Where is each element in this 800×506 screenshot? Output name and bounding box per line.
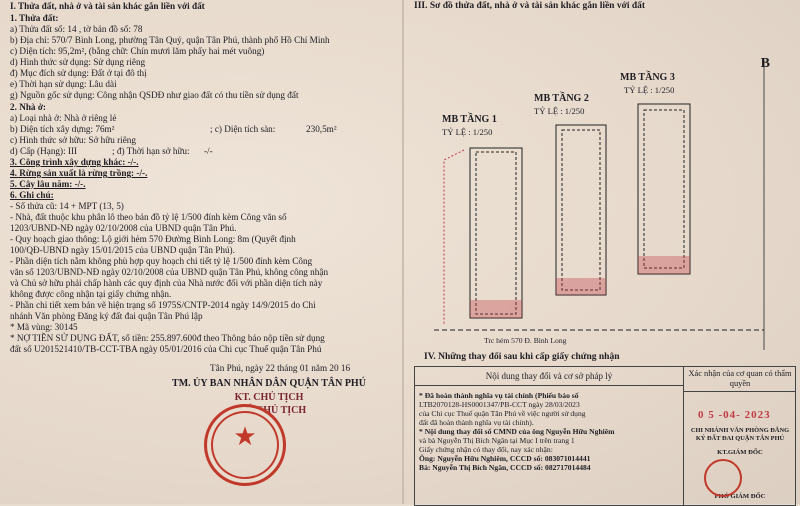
note-line: đất số U201521410/TB-CCT-TBA ngày 05/01/2016 của Chi cục Thuế quận Tân Phú [10, 344, 322, 354]
land-origin: g) Nguồn gốc sử dụng: Công nhận QSDĐ như giao đất có thu tiền sử dụng đất [10, 90, 299, 100]
section3-other-works: 3. Công trình xây dựng khác: -/-. [10, 157, 139, 167]
section6-notes-title: 6. Ghi chú: [10, 190, 54, 200]
land-parcel: a) Thửa đất số: 14 , tờ bản đồ số: 78 [10, 24, 143, 34]
section4-forest: 4. Rừng sản xuất là rừng trồng: -/-. [10, 168, 148, 178]
note-line: nhánh Văn phòng Đăng ký đất đai quận Tân Phú lập [10, 311, 203, 321]
change-line: * Đã hoàn thành nghĩa vụ tài chính (Phiếu báo số [419, 391, 579, 400]
note-line: * Mã vùng: 30145 [10, 322, 78, 332]
land-term: e) Thời hạn sử dụng: Lâu dài [10, 79, 117, 89]
section1-title: I. Thửa đất, nhà ở và tài sản khác gắn liền với đất [10, 1, 205, 11]
house-type: a) Loại nhà ở: Nhà ở riêng lẻ [10, 113, 117, 123]
sign-org: TM. ỦY BAN NHÂN DÂN QUẬN TÂN PHÚ [172, 378, 366, 389]
changes-table [414, 366, 796, 506]
note-line: văn số 1203/UBND-NĐ ngày 02/10/2008 của UBND quận Tân Phú, không công nhận [10, 267, 329, 277]
note-line: - Phần diện tích nằm không phù hợp quy hoạch chi tiết tỷ lệ 1/500 đính kèm Công [10, 256, 313, 266]
change-line: Giấy chứng nhận có thay đổi, nay xác nhận: [419, 445, 553, 454]
note-line: - Số thửa cũ: 14 + MPT (13, 5) [10, 201, 124, 211]
floor3-inner [644, 110, 684, 268]
note-line: 100/QĐ-UBND ngày 15/01/2015 của UBND quận Tân Phú). [10, 245, 235, 255]
section3-diagram-title: III. Sơ đồ thửa đất, nhà ở và tài sản khác gắn liền với đất [414, 1, 646, 11]
note-line: không được công nhận tại giấy chứng nhận. [10, 289, 172, 299]
sign-kt: KT. CHỦ TỊCH [234, 392, 304, 403]
floor1-plan [470, 148, 522, 318]
house-ownership: c) Hình thức sở hữu: Sở hữu riêng [10, 135, 136, 145]
change-line: * Nội dung thay đổi số CMND của ông Nguyễn Hữu Nghiêm [419, 427, 615, 436]
floor1-scale: TỶ LỆ : 1/250 [442, 127, 493, 137]
floor3-plan [638, 104, 690, 274]
table-header-content: Nội dung thay đổi và cơ sở pháp lý [415, 367, 683, 386]
confirm-org: CHI NHÁNH VĂN PHÒNG ĐĂNG KÝ ĐẤT ĐAI QUẬN TÂN PHÚ [690, 427, 790, 442]
point-b-mark: B [760, 56, 770, 71]
note-line: - Phần chi tiết xem bản vẽ hiện trạng số 1975S/CNTP-2014 ngày 14/9/2015 do Chi [10, 300, 316, 310]
floor2-plan [556, 125, 606, 295]
land-address: b) Địa chỉ: 570/7 Bình Long, phường Tân Quý, quận Tân Phú, thành phố Hồ Chí Minh [10, 35, 330, 45]
land-purpose: đ) Mục đích sử dụng: Đất ở tại đô thị [10, 68, 147, 78]
house-floor-area-value: 230,5m² [306, 124, 337, 134]
house-grade: d) Cấp (Hạng): III [10, 146, 78, 156]
table-header-confirm: Xác nhận của cơ quan có thẩm quyền [684, 367, 796, 392]
note-line: * NỢ TIỀN SỬ DỤNG ĐẤT, số tiền: 255.897.600đ theo Thông báo nộp tiền sử dụng [10, 333, 325, 343]
land-area: c) Diện tích: 95,2m², (bằng chữ: Chín mươi lăm phẩy hai mét vuông) [10, 46, 265, 56]
house-heading: 2. Nhà ở: [10, 102, 46, 112]
section4-changes-title: IV. Những thay đổi sau khi cấp giấy chứng nhận [424, 352, 620, 362]
floor2-inner [562, 130, 600, 290]
house-built-area: b) Diện tích xây dựng: 76m² [10, 124, 115, 134]
confirm-role: KT.GIÁM ĐỐC [717, 449, 763, 456]
floor3-label: MB TẦNG 3 [620, 72, 675, 83]
note-line: - Nhà, đất thuộc khu phân lô theo bản đồ tỷ lệ 1/500 đính kèm Công văn số [10, 212, 287, 222]
confirm-date: 0 5 -04- 2023 [698, 409, 771, 421]
floor2-hatch [556, 278, 606, 295]
change-line: Bà: Nguyễn Thị Bích Ngân, CCCD số: 082717014484 [419, 463, 591, 472]
change-line: và bà Nguyễn Thị Bích Ngân tại Mục I trên trang 1 [419, 436, 575, 445]
note-line: và Chủ sở hữu phải chấp hành các quy định của Nhà nước đối với phần diện tích này [10, 278, 323, 288]
floor1-inner [476, 152, 516, 314]
change-line: đất đã hoàn thành nghĩa vụ tài chính). [419, 418, 534, 427]
floor1-label: MB TẦNG 1 [442, 114, 497, 125]
right-page [404, 0, 800, 504]
land-heading: 1. Thửa đất: [10, 13, 59, 23]
floor1-hatch [470, 300, 522, 318]
confirm-column [683, 367, 796, 505]
note-line: - Quy hoạch giao thông: Lộ giới hẻm 570 Đường Bình Long: 8m (Quyết định [10, 234, 296, 244]
change-content [419, 391, 681, 472]
road-label: Trc hẻm 570 Đ. Bình Long [484, 336, 567, 345]
section5-trees: 5. Cây lâu năm: -/-. [10, 179, 86, 189]
house-term-value: -/- [204, 146, 213, 156]
left-page [4, 0, 398, 504]
change-line: Ông: Nguyễn Hữu Nghiêm, CCCD số: 083071014441 [419, 454, 591, 463]
land-use-form: d) Hình thức sử dụng: Sử dụng riêng [10, 57, 146, 67]
official-seal: ★ [204, 404, 286, 486]
floor-plan-diagram [404, 0, 800, 366]
house-floor-area-label: ; c) Diện tích sàn: [210, 124, 276, 134]
sign-date: Tân Phú, ngày 22 tháng 01 năm 20 16 [210, 363, 351, 373]
floor3-scale: TỶ LỆ : 1/250 [624, 85, 675, 95]
floor3-hatch [638, 256, 690, 274]
floor2-label: MB TẦNG 2 [534, 93, 589, 104]
boundary-red [444, 150, 464, 325]
confirm-seal [704, 459, 742, 497]
sign-role: PHÓ CHỦ TỊCH [231, 405, 307, 416]
floor2-scale: TỶ LỆ : 1/250 [534, 106, 585, 116]
change-line: LTB2070128-HS0001347/PB-CCT ngày 28/03/2023 [419, 400, 580, 409]
change-line: của Chi cục Thuế quận Tân Phú về việc người sử dụng [419, 409, 586, 418]
note-line: 1203/UBND-NĐ ngày 02/10/2008 của UBND quận Tân Phú. [10, 223, 237, 233]
confirm-role2: PHÓ GIÁM ĐỐC [714, 493, 766, 500]
house-term-label: ; đ) Thời hạn sở hữu: [112, 146, 190, 156]
